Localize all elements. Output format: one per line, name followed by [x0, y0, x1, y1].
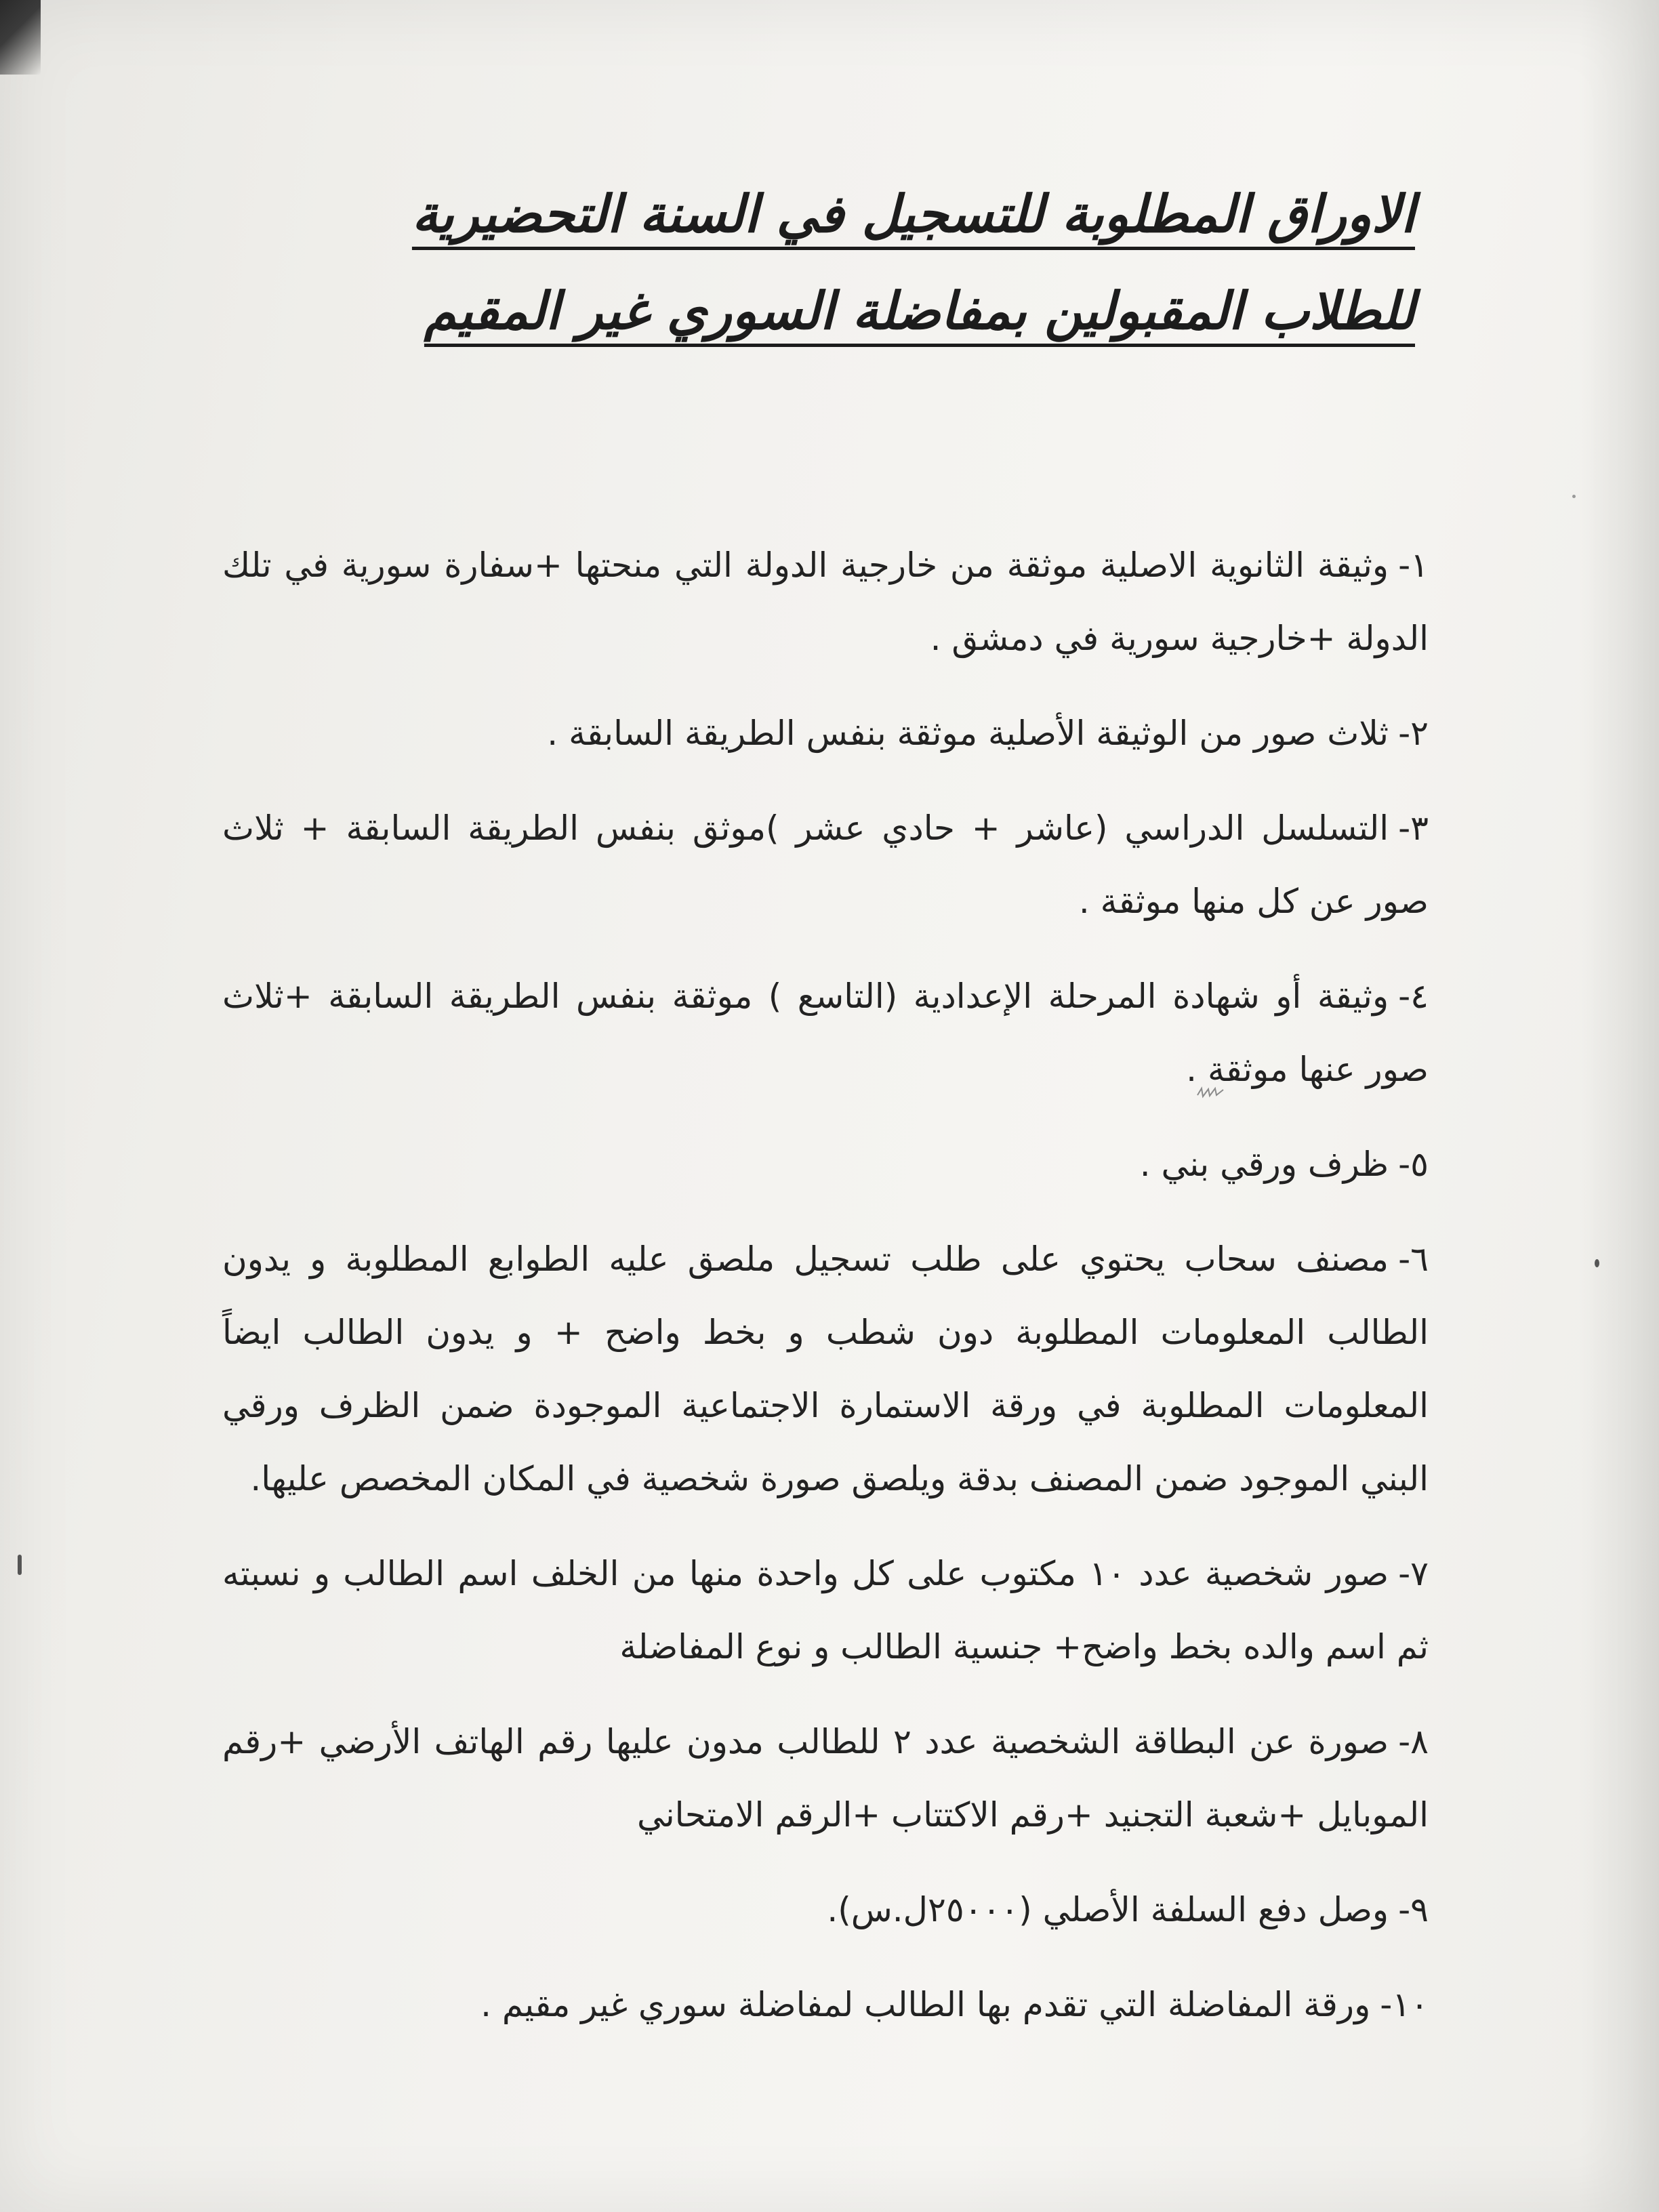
document-title: [331, 183, 1415, 377]
item-text: ثلاث صور من الوثيقة الأصلية موثقة بنفس الطريقة السابقة .: [547, 714, 1389, 753]
item-number: ٨-: [1398, 1722, 1429, 1761]
requirements-list: [222, 529, 1429, 2063]
corner-shadow: [0, 0, 41, 75]
list-item: [222, 1968, 1429, 2041]
item-number: ٦-: [1398, 1240, 1429, 1279]
item-number: ٧-: [1398, 1554, 1429, 1593]
item-number: ٤-: [1398, 977, 1429, 1016]
title-line-2: للطلاب المقبولين بمفاضلة السوري غير المقيم: [424, 281, 1415, 342]
list-item: [222, 960, 1429, 1106]
list-item: [222, 1873, 1429, 1946]
paper-edge-shade: [1579, 0, 1659, 2212]
item-number: ٥-: [1398, 1145, 1429, 1184]
list-item: [222, 1128, 1429, 1201]
item-text: ظرف ورقي بني .: [1139, 1145, 1389, 1184]
item-text: ورقة المفاضلة التي تقدم بها الطالب لمفاضلة سوري غير مقيم .: [480, 1985, 1371, 2024]
list-item: [222, 792, 1429, 938]
paper-speck: [18, 1555, 22, 1575]
item-text: التسلسل الدراسي (عاشر + حادي عشر )موثق بنفس الطريقة السابقة + ثلاث صور عن كل منها موثقة .: [222, 808, 1429, 921]
item-text: وثيقة أو شهادة المرحلة الإعدادية (التاسع ) موثقة بنفس الطريقة السابقة +ثلاث صور عنها موثقة .: [222, 977, 1429, 1089]
item-number: ٣-: [1398, 808, 1429, 848]
item-number: ١٠-: [1380, 1985, 1429, 2024]
list-item: [222, 1223, 1429, 1515]
paper-speck: [1572, 495, 1576, 498]
item-text: صور شخصية عدد ١٠ مكتوب على كل واحدة منها من الخلف اسم الطالب و نسبته ثم اسم والده بخط واضح+ جنسية الطالب و نوع المفاضلة: [222, 1554, 1429, 1666]
list-item: [222, 1537, 1429, 1683]
item-number: ٢-: [1398, 714, 1429, 753]
item-text: مصنف سحاب يحتوي على طلب تسجيل ملصق عليه الطوابع المطلوبة و يدون الطالب المعلومات المطلوبة دون شطب و بخط واضح + و يدون الطالب ايضاً المعلومات المطلوبة في ورقة الاستمارة الاجتماعية الموجودة ضمن الظرف ورقي البني الموجود ضمن المصنف بدقة ويلصق صورة شخصية في المكان المخصص عليها.: [222, 1240, 1429, 1498]
list-item: [222, 1705, 1429, 1851]
item-number: ٩-: [1398, 1890, 1429, 1929]
item-number: ١-: [1398, 546, 1429, 585]
item-text: وثيقة الثانوية الاصلية موثقة من خارجية الدولة التي منحتها +سفارة سورية في تلك الدولة +خارجية سورية في دمشق .: [222, 546, 1429, 658]
pen-scribble-mark: [1196, 1086, 1227, 1099]
title-line-1: الاوراق المطلوبة للتسجيل في السنة التحضيرية: [411, 184, 1415, 244]
item-text: وصل دفع السلفة الأصلي (٢٥٠٠٠ل.س).: [827, 1890, 1389, 1929]
list-item: [222, 529, 1429, 675]
paper-speck: [1595, 1259, 1599, 1267]
list-item: [222, 697, 1429, 770]
item-text: صورة عن البطاقة الشخصية عدد ٢ للطالب مدون عليها رقم الهاتف الأرضي +رقم الموبايل +شعبة التجنيد +رقم الاكتتاب +الرقم الامتحاني: [222, 1722, 1429, 1835]
